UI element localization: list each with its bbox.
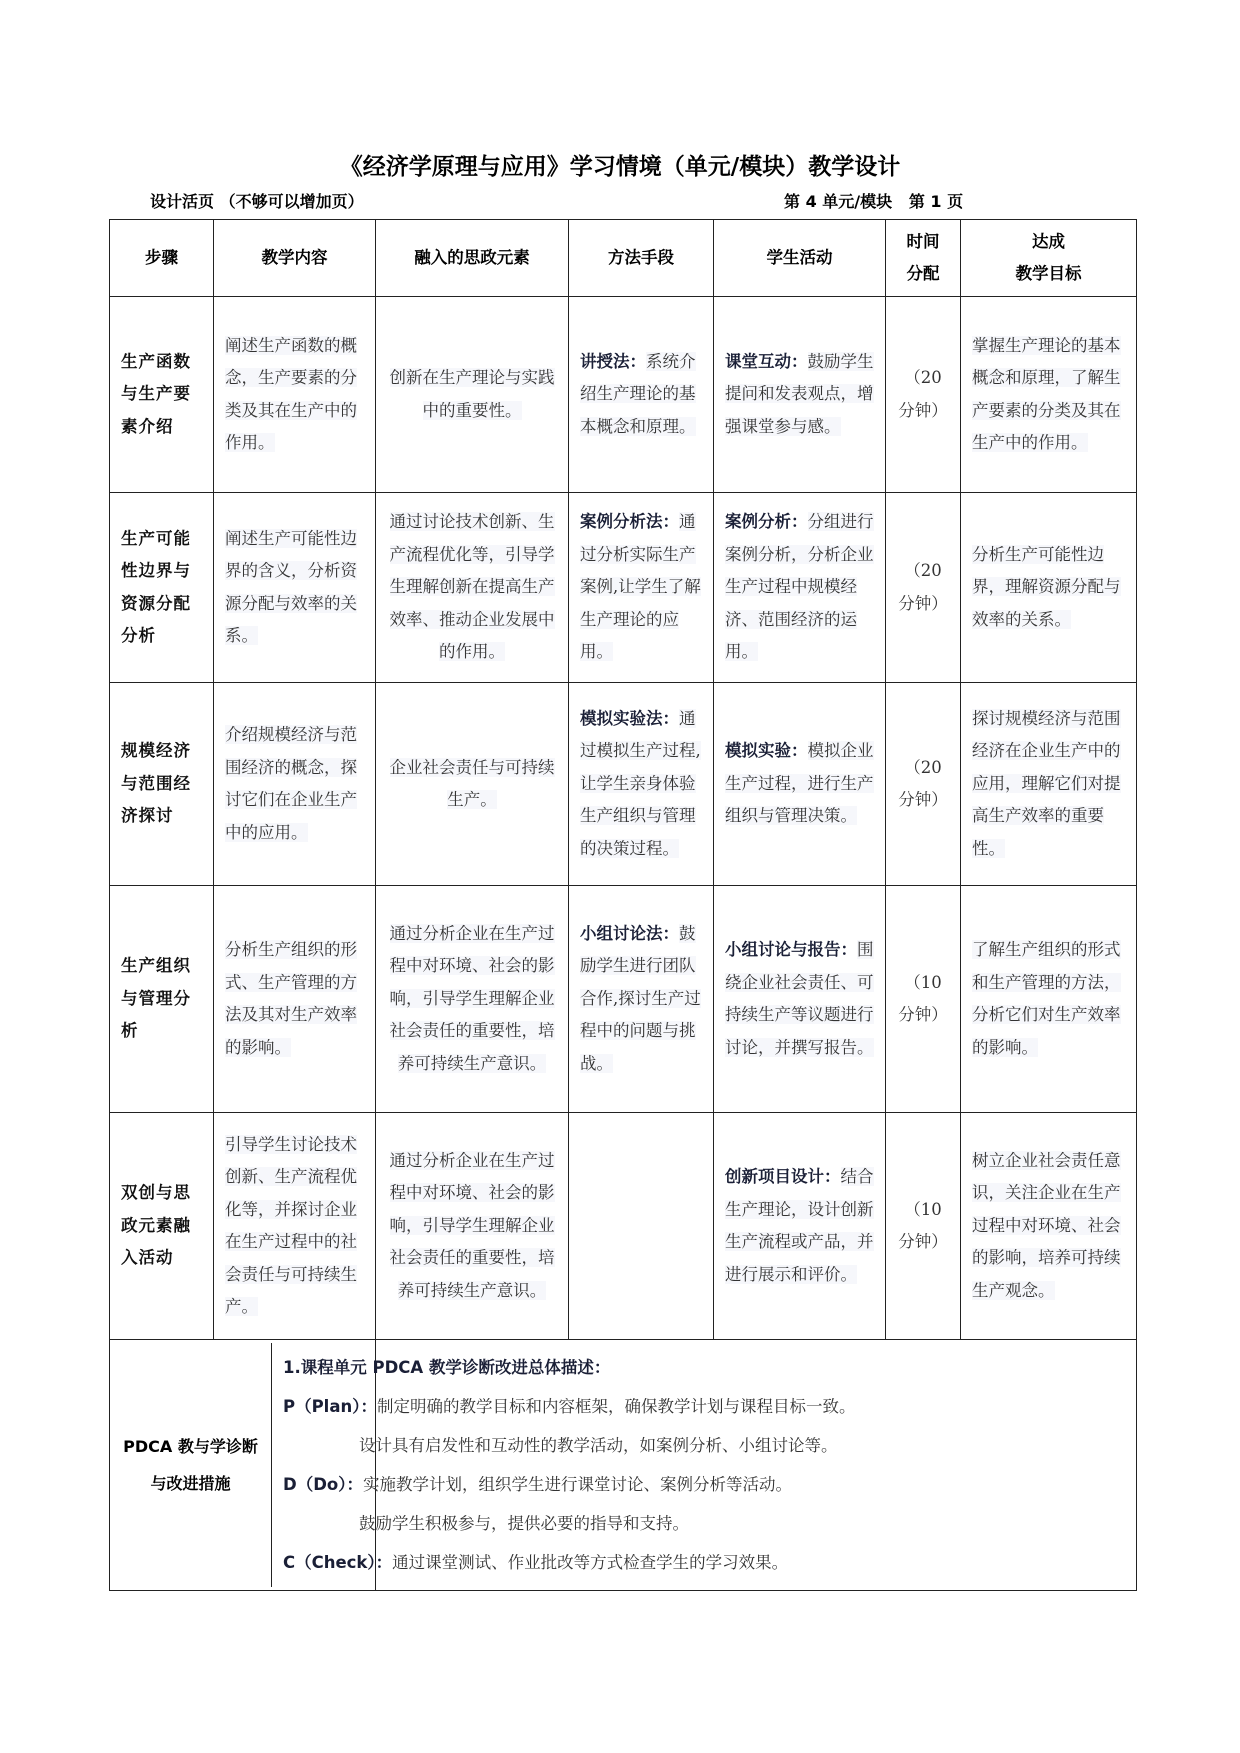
plan-label: P（Plan）： — [283, 1397, 377, 1416]
pdca-plan — [283, 1387, 1124, 1426]
table-row — [110, 1113, 1137, 1340]
header-ideology: 融入的思政元素 — [376, 220, 569, 297]
ideology-cell — [376, 297, 569, 493]
do-label: D（Do）： — [283, 1475, 363, 1494]
document-title: 《经济学原理与应用》学习情境（单元/模块）教学设计 — [339, 154, 901, 180]
method-label: 案例分析法： — [580, 512, 679, 532]
table-row — [110, 683, 1137, 886]
activity-text: 模拟企业生产过程，进行生产组织与管理决策。 — [725, 741, 874, 826]
do-text: 实施教学计划，组织学生进行课堂讨论、案例分析等活动。 — [362, 1475, 792, 1494]
activity-text: 围绕企业社会责任、可持续生产等议题进行讨论，并撰写报告。 — [725, 940, 874, 1057]
content-text: 阐述生产函数的概念，生产要素的分类及其在生产中的作用。 — [225, 335, 357, 452]
goal-text: 掌握生产理论的基本概念和原理，了解生产要素的分类及其在生产中的作用。 — [972, 335, 1121, 452]
step-cell: 规模经济与范围经济探讨 — [110, 683, 214, 886]
pdca-label-line1: PDCA 教与学诊断 — [123, 1437, 258, 1456]
method-cell — [569, 493, 714, 683]
content-cell — [214, 683, 376, 886]
goal-cell — [961, 1113, 1137, 1340]
activity-label: 案例分析： — [725, 512, 808, 532]
method-label: 模拟实验法： — [580, 708, 679, 728]
pdca-do — [283, 1465, 1124, 1504]
header-content: 教学内容 — [214, 220, 376, 297]
ideology-cell — [376, 493, 569, 683]
content-cell — [214, 1113, 376, 1340]
ideology-cell — [376, 683, 569, 886]
pdca-heading: 1.课程单元 PDCA 教学诊断改进总体描述： — [283, 1358, 611, 1377]
activity-cell — [714, 886, 886, 1113]
header-time-line1: 时间 — [906, 231, 940, 251]
activity-cell — [714, 683, 886, 886]
pdca-label-line2: 与改进措施 — [150, 1474, 231, 1493]
activity-text: 鼓励学生提问和发表观点，增强课堂参与感。 — [725, 351, 874, 436]
ideology-text: 通过讨论技术创新、生产流程优化等，引导学生理解创新在提高生产效率、推动企业发展中的作用。 — [389, 512, 555, 662]
table-row — [110, 297, 1137, 493]
activity-label: 小组讨论与报告： — [725, 940, 857, 959]
ideology-text: 通过分析企业在生产过程中对环境、社会的影响，引导学生理解企业社会责任的重要性，培养可持续生产意识。 — [389, 1150, 555, 1300]
time-cell: （10分钟） — [886, 1113, 961, 1340]
header-step: 步骤 — [110, 220, 214, 297]
pdca-row — [110, 1340, 1137, 1591]
activity-text: 分组进行案例分析，分析企业生产过程中规模经济、范围经济的运用。 — [725, 512, 874, 662]
goal-cell — [961, 493, 1137, 683]
pdca-label — [110, 1343, 272, 1587]
goal-text: 分析生产可能性边界，理解资源分配与效率的关系。 — [972, 544, 1121, 629]
teaching-design-table — [109, 219, 1137, 1591]
method-text: 通过分析实际生产案例,让学生了解生产理论的应用。 — [580, 512, 701, 662]
step-cell: 生产函数与生产要素介绍 — [110, 297, 214, 493]
subtitle-left: 设计活页 （不够可以增加页） — [150, 192, 364, 211]
method-text: 鼓励学生进行团队合作,探讨生产过程中的问题与挑战。 — [580, 923, 701, 1073]
method-text: 系统介绍生产理论的基本概念和原理。 — [580, 351, 696, 436]
time-cell: （20分钟） — [886, 683, 961, 886]
pdca-description — [283, 1340, 1137, 1591]
content-text: 分析生产组织的形式、生产管理的方法及其对生产效率的影响。 — [225, 940, 357, 1057]
header-method: 方法手段 — [569, 220, 714, 297]
plan-text: 制定明确的教学目标和内容框架，确保教学计划与课程目标一致。 — [376, 1397, 856, 1416]
content-cell — [214, 886, 376, 1113]
header-row — [110, 220, 1137, 297]
method-text: 通过模拟生产过程,让学生亲身体验生产组织与管理的决策过程。 — [580, 708, 701, 858]
goal-cell — [961, 886, 1137, 1113]
content-cell — [214, 493, 376, 683]
goal-cell — [961, 297, 1137, 493]
activity-cell — [714, 493, 886, 683]
pdca-check — [283, 1543, 1124, 1582]
content-cell — [214, 297, 376, 493]
method-label: 讲授法： — [580, 351, 646, 371]
activity-cell — [714, 297, 886, 493]
table-row — [110, 886, 1137, 1113]
header-activity: 学生活动 — [714, 220, 886, 297]
ideology-text: 通过分析企业在生产过程中对环境、社会的影响，引导学生理解企业社会责任的重要性，培养可持续生产意识。 — [389, 923, 555, 1073]
check-label: C（Check）： — [283, 1553, 393, 1572]
ideology-cell — [376, 1113, 569, 1340]
step-cell: 生产组织与管理分析 — [110, 886, 214, 1113]
activity-cell — [714, 1113, 886, 1340]
goal-text: 树立企业社会责任意识，关注企业在生产过程中对环境、社会的影响，培养可持续生产观念。 — [972, 1150, 1121, 1300]
time-cell: （20分钟） — [886, 297, 961, 493]
activity-text: 结合生产理论，设计创新生产流程或产品，并进行展示和评价。 — [725, 1167, 874, 1284]
header-time — [886, 220, 961, 297]
ideology-cell — [376, 886, 569, 1113]
step-cell: 生产可能性边界与资源分配分析 — [110, 493, 214, 683]
method-cell — [569, 683, 714, 886]
plan-text-2: 设计具有启发性和互动性的教学活动，如案例分析、小组讨论等。 — [359, 1436, 838, 1455]
method-label: 小组讨论法： — [580, 923, 679, 943]
content-text: 阐述生产可能性边界的含义，分析资源分配与效率的关系。 — [225, 528, 357, 645]
table-row — [110, 493, 1137, 683]
goal-text: 了解生产组织的形式和生产管理的方法，分析它们对生产效率的影响。 — [972, 940, 1121, 1057]
time-cell: （10分钟） — [886, 886, 961, 1113]
method-cell — [569, 297, 714, 493]
header-goal-line1: 达成 — [1032, 231, 1065, 251]
activity-label: 课堂互动： — [725, 351, 808, 371]
method-cell — [569, 1113, 714, 1340]
content-text: 引导学生讨论技术创新、生产流程优化等，并探讨企业在生产过程中的社会责任与可持续生产。 — [225, 1134, 357, 1316]
activity-label: 创新项目设计： — [725, 1167, 841, 1186]
check-text: 通过课堂测试、作业批改等方式检查学生的学习效果。 — [392, 1553, 789, 1572]
time-cell: （20分钟） — [886, 493, 961, 683]
goal-cell — [961, 683, 1137, 886]
goal-text: 探讨规模经济与范围经济在企业生产中的应用，理解它们对提高生产效率的重要性。 — [972, 708, 1121, 858]
header-goal-line2: 教学目标 — [1015, 264, 1082, 283]
method-cell — [569, 886, 714, 1113]
do-text-2: 鼓励学生积极参与，提供必要的指导和支持。 — [359, 1514, 689, 1533]
ideology-text: 创新在生产理论与实践中的重要性。 — [389, 368, 555, 420]
page-indicator: 第 4 单元/模块 第 1 页 — [784, 192, 964, 211]
ideology-text: 企业社会责任与可持续生产。 — [389, 757, 555, 809]
step-cell: 双创与思政元素融入活动 — [110, 1113, 214, 1340]
header-goal — [961, 220, 1137, 297]
activity-label: 模拟实验： — [725, 741, 808, 761]
content-text: 介绍规模经济与范围经济的概念，探讨它们在企业生产中的应用。 — [225, 725, 357, 842]
header-time-line2: 分配 — [906, 264, 940, 283]
